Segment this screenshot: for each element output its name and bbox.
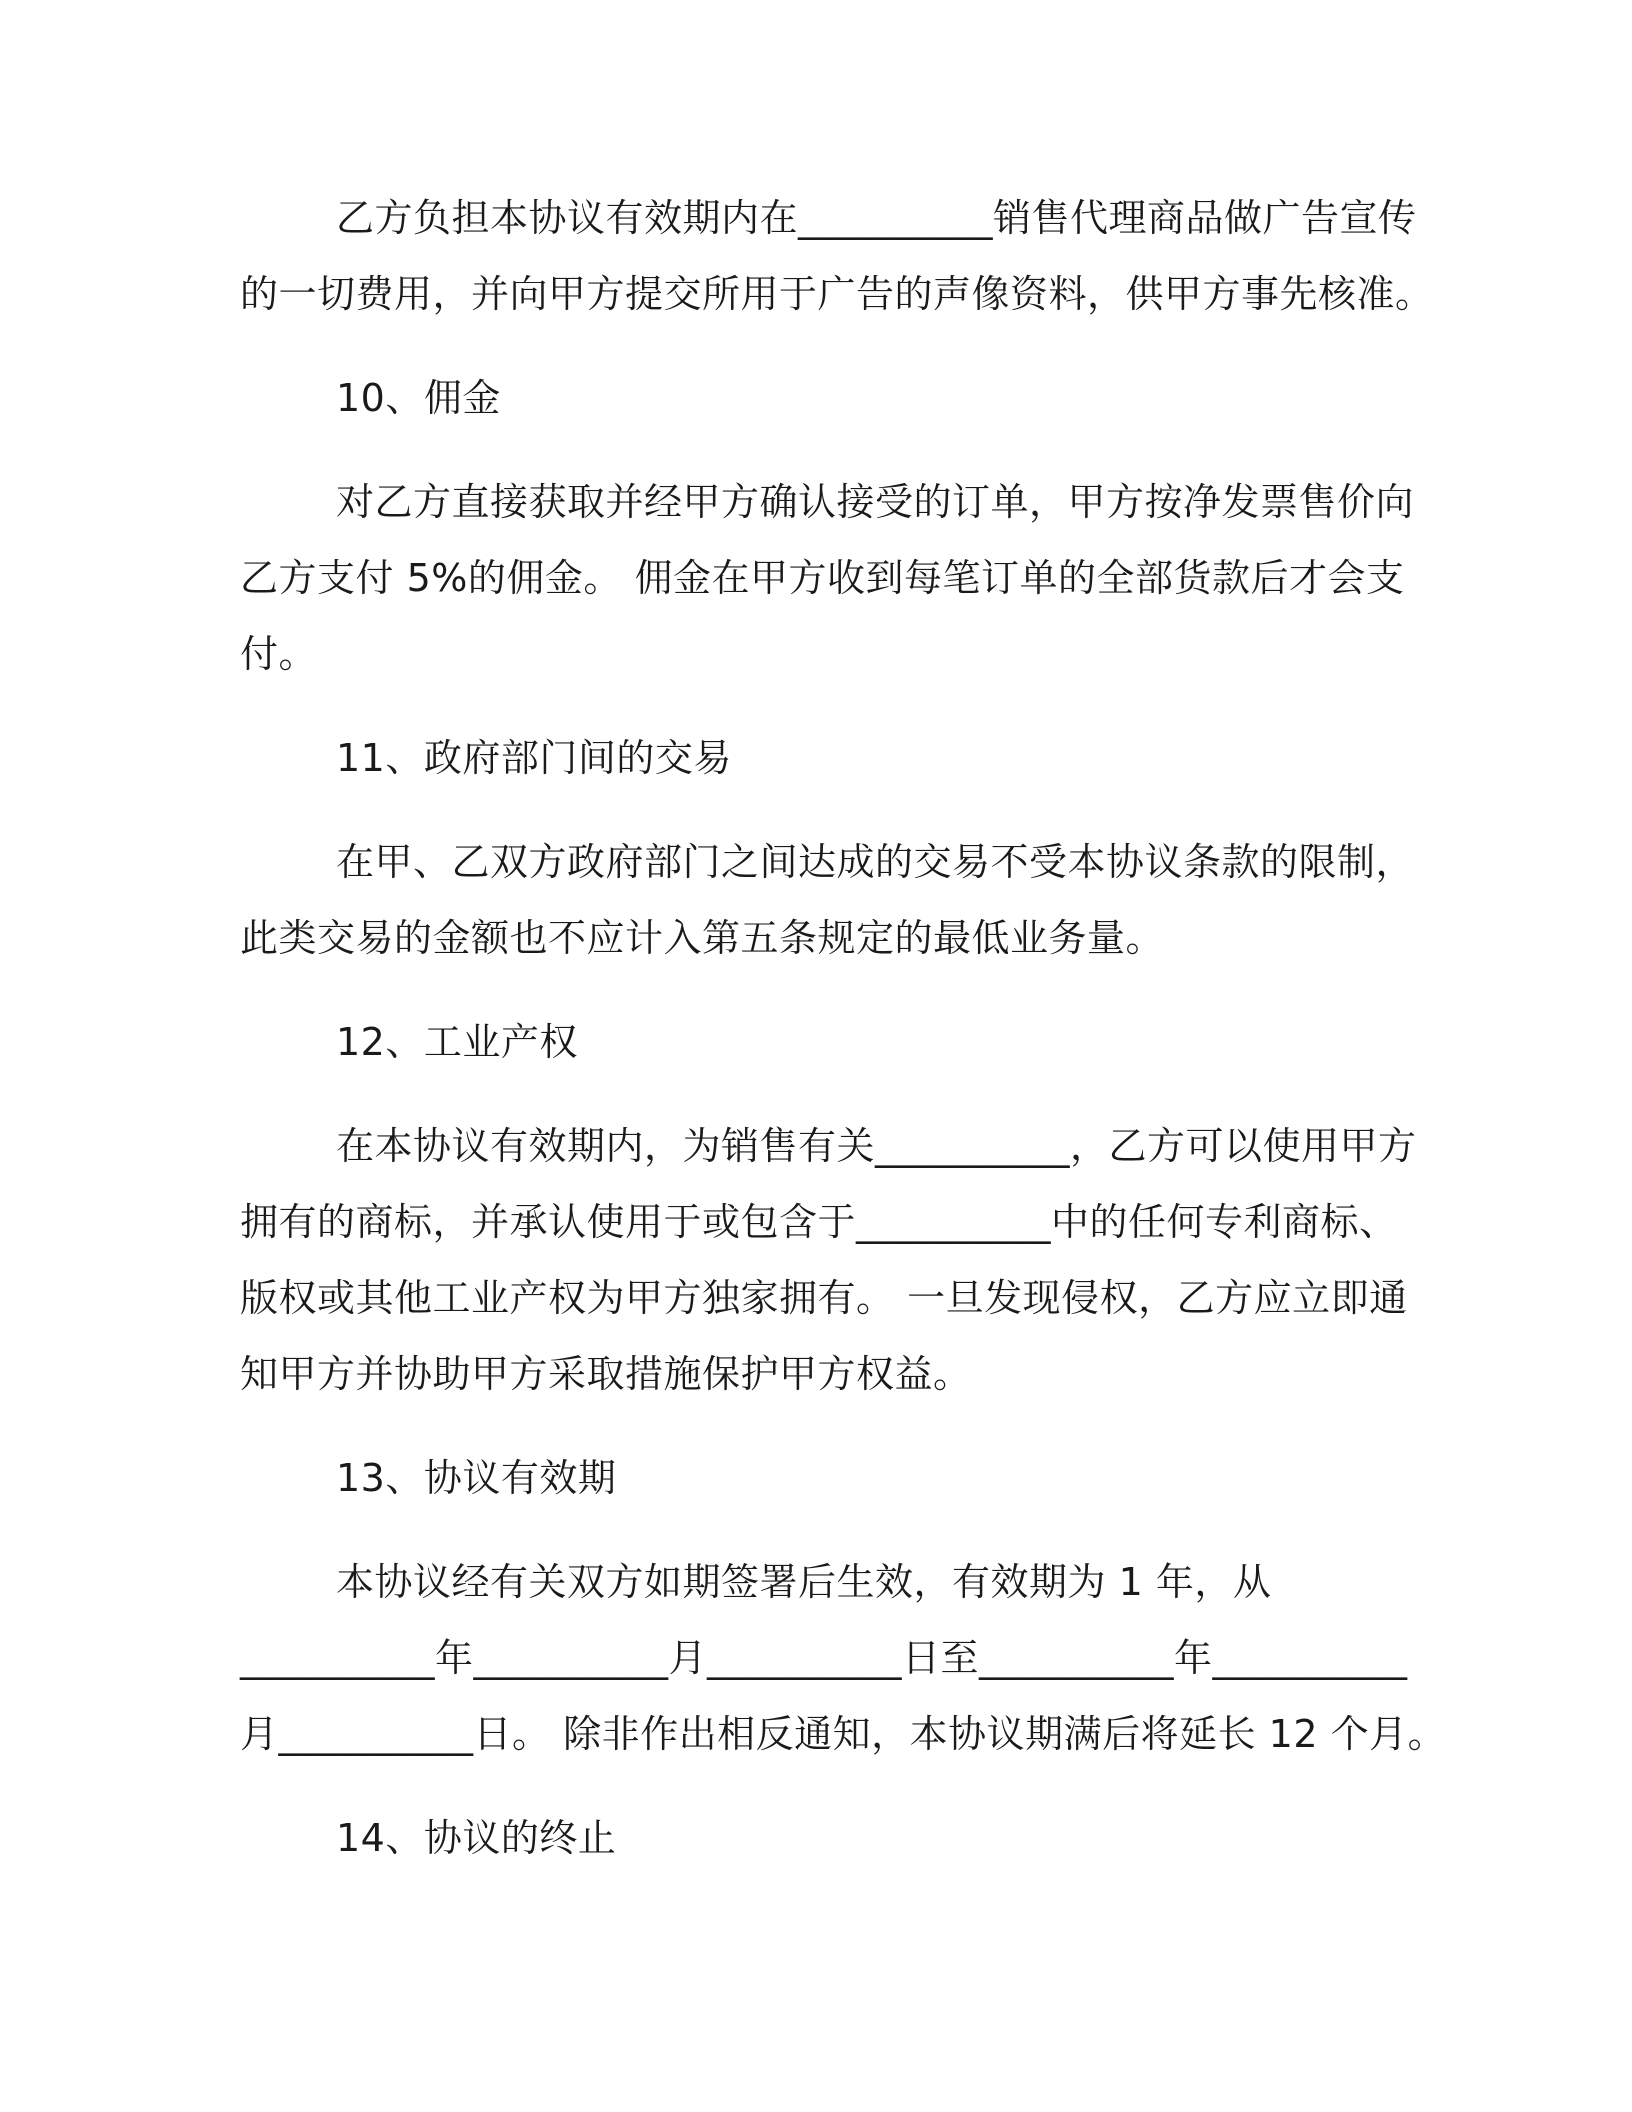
paragraph-line: 此类交易的金额也不应计入第五条规定的最低业务量。 [240,916,1165,960]
paragraph-line: 对乙方直接获取并经甲方确认接受的订单，甲方按净发票售价向 [336,480,1415,524]
paragraph-line: 的一切费用，并向甲方提交所用于广告的声像资料，供甲方事先核准。 [240,272,1434,316]
paragraph-line: 乙方支付 5%的佣金。 佣金在甲方收到每笔订单的全部货款后才会支 [240,556,1405,600]
paragraph-line: 月__________日。 除非作出相反通知，本协议期满后将延长 12 个月。 [240,1712,1447,1756]
document-page [240,180,1447,1876]
section-heading-government-transactions: 11、政府部门间的交易 [336,736,732,780]
paragraph-line: 知甲方并协助甲方采取措施保护甲方权益。 [240,1352,972,1396]
section-heading-termination: 14、协议的终止 [336,1816,617,1860]
section-heading-industrial-property: 12、工业产权 [336,1020,578,1064]
paragraph-line: 在甲、乙双方政府部门之间达成的交易不受本协议条款的限制， [336,840,1415,884]
paragraph-line: 乙方负担本协议有效期内在__________销售代理商品做广告宣传 [336,196,1417,240]
section-heading-validity: 13、协议有效期 [336,1456,617,1500]
paragraph-line: 在本协议有效期内，为销售有关__________，乙方可以使用甲方 [336,1124,1417,1168]
paragraph-line: 拥有的商标，并承认使用于或包含于__________中的任何专利商标、 [240,1200,1398,1244]
paragraph-line: 本协议经有关双方如期签署后生效，有效期为 1 年，从 [336,1560,1272,1604]
paragraph-line: 版权或其他工业产权为甲方独家拥有。 一旦发现侵权，乙方应立即通 [240,1276,1408,1320]
paragraph-line: 付。 [240,632,318,676]
paragraph-line: __________年__________月__________日至__________年__________ [240,1636,1408,1680]
section-heading-commission: 10、佣金 [336,376,501,420]
